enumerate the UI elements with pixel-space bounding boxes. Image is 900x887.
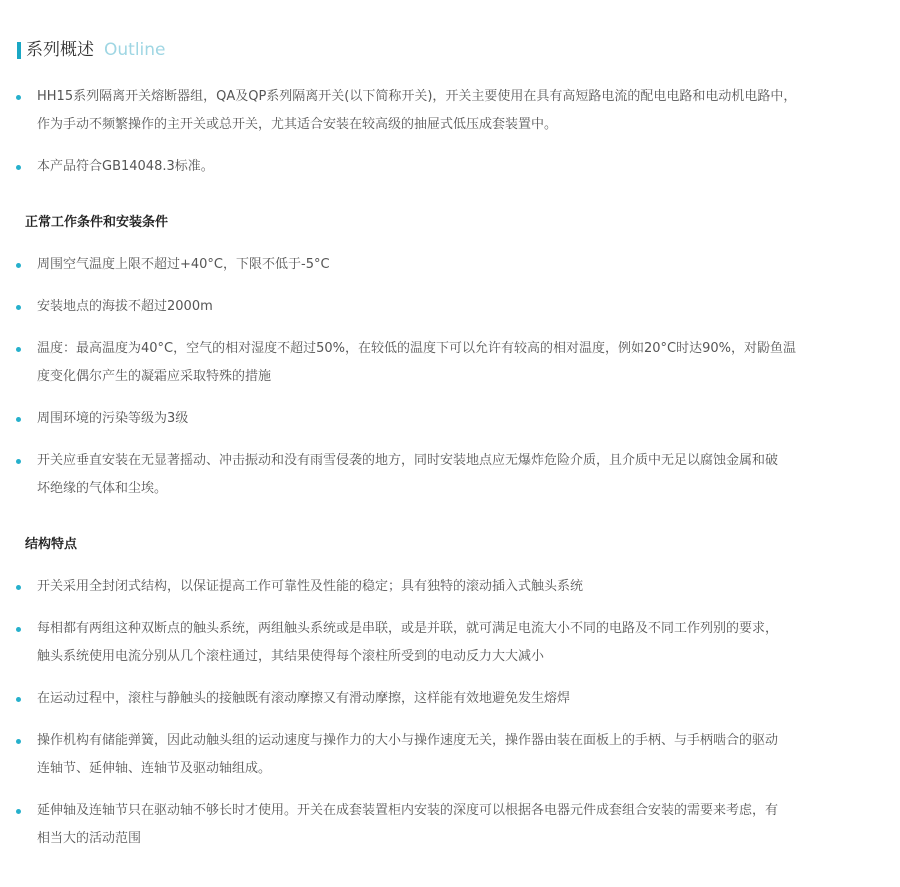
bullet-dot-icon — [16, 347, 21, 352]
section-title — [17, 38, 166, 62]
structure-text-3: 在运动过程中，滚柱与静触头的接触既有滚动摩擦又有滑动摩擦，这样能有效地避免发生熔焊 — [37, 691, 571, 706]
structure-text-1: 开关采用全封闭式结构，以保证提高工作可靠性及性能的稳定；具有独特的滚动插入式触头系统 — [37, 579, 584, 594]
condition-text-2: 安装地点的海拔不超过2000m — [37, 299, 213, 314]
overview-text-2: 本产品符合GB14048.3标准。 — [37, 159, 214, 174]
bullet-dot-icon — [16, 809, 21, 814]
section-title-cn: 系列概述 — [26, 40, 94, 60]
condition-text-1: 周围空气温度上限不超过+40°C，下限不低于-5°C — [37, 257, 330, 272]
structure-heading: 结构特点 — [25, 537, 78, 552]
structure-text-4: 操作机构有储能弹簧，因此动触头组的运动速度与操作力的大小与操作速度无关，操作器由装在面板上的手柄、与手柄啮合的驱动 连轴节、延伸轴、连轴节及驱动轴组成。 — [37, 733, 779, 776]
bullet-dot-icon — [16, 739, 21, 744]
condition-text-3: 温度：最高温度为40°C，空气的相对湿度不超过50%，在较低的温度下可以允许有较高的相对温度，例如20°C时达90%，对鼢鱼温 度变化偶尔产生的凝霜应采取特殊的措施 — [37, 341, 797, 384]
structure-text-5: 延伸轴及连轴节只在驱动轴不够长时才使用。开关在成套装置柜内安装的深度可以根据各电器元件成套组合安装的需要来考虑，有 相当大的活动范围 — [37, 803, 779, 846]
bullet-dot-icon — [16, 585, 21, 590]
bullet-dot-icon — [16, 697, 21, 702]
conditions-heading: 正常工作条件和安装条件 — [25, 215, 169, 230]
title-accent-bar — [17, 42, 21, 59]
bullet-dot-icon — [16, 417, 21, 422]
condition-text-5: 开关应垂直安装在无显著摇动、冲击振动和没有雨雪侵袭的地方，同时安装地点应无爆炸危险介质，且介质中无足以腐蚀金属和破 坏绝缘的气体和尘埃。 — [37, 453, 779, 496]
bullet-dot-icon — [16, 263, 21, 268]
bullet-dot-icon — [16, 627, 21, 632]
section-title-en: Outline — [104, 40, 166, 60]
bullet-dot-icon — [16, 165, 21, 170]
bullet-dot-icon — [16, 305, 21, 310]
bullet-dot-icon — [16, 95, 21, 100]
structure-text-2: 每相都有两组这种双断点的触头系统，两组触头系统或是串联，或是并联，就可满足电流大小不同的电路及不同工作列别的要求， 触头系统使用电流分别从几个滚柱通过，其结果使得每个滚柱所受到的电动反力大大减小 — [37, 621, 779, 664]
condition-text-4: 周围环境的污染等级为3级 — [37, 411, 189, 426]
bullet-dot-icon — [16, 459, 21, 464]
overview-text-1: HH15系列隔离开关熔断器组，QA及QP系列隔离开关(以下简称开关)，开关主要使用在具有高短路电流的配电电路和电动机电路中， 作为手动不频繁操作的主开关或总开关，尤其适合安装在较高级的抽屉式低压成套装置中。 — [37, 89, 797, 132]
